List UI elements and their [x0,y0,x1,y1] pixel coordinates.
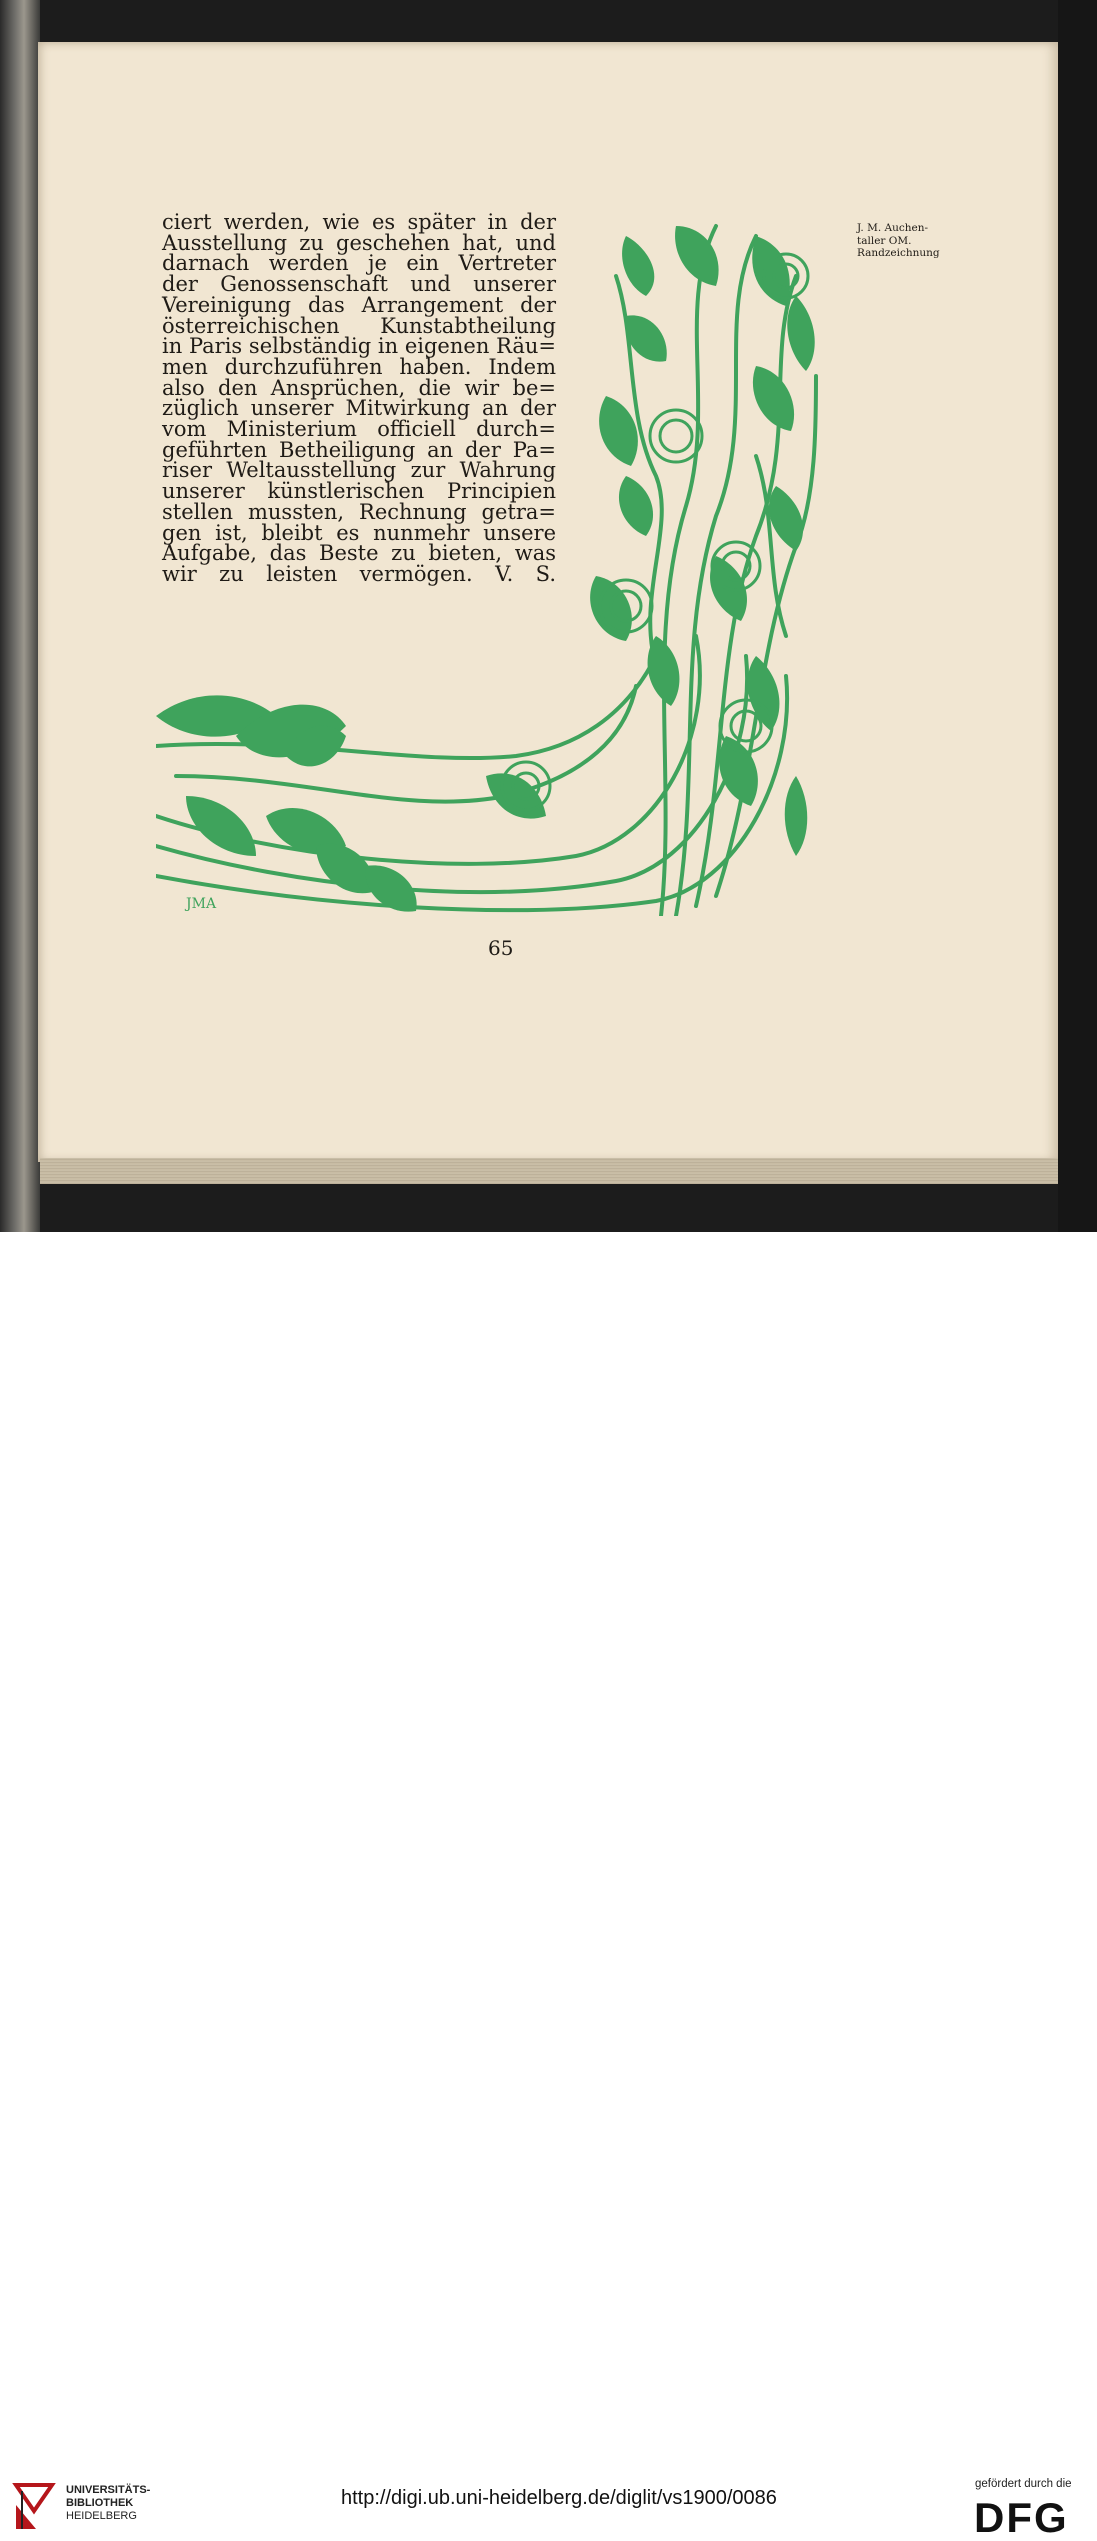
body-text-line: geführten Betheiligung an der Pa= [162,437,556,462]
body-text-line: also den Ansprüchen, die wir be= [162,375,556,400]
permalink-url[interactable]: http://digi.ub.uni-heidelberg.de/diglit/vs1900/0086 [341,2487,777,2509]
body-text-line: wir zu leisten vermögen. V. S. [162,561,556,586]
illustration-caption [857,222,967,260]
body-text-line: Vereinigung das Arrangement der [162,292,556,317]
body-text-line: gen ist, bleibt es nunmehr unsere [162,520,556,545]
body-text-line: darnach werden je ein Vertreter [162,251,556,276]
library-name-line: HEIDELBERG [66,2510,137,2522]
body-text-line: men durchzuführen haben. Indem [162,354,556,379]
library-name [66,2484,150,2523]
library-name-line: UNIVERSITÄTS- [66,2484,151,2496]
university-library-logo[interactable] [12,2481,58,2533]
body-text-line: unserer künstlerischen Principien [162,479,556,504]
funding-note: gefördert durch die [975,2478,1072,2490]
scan-area [0,0,1097,1232]
body-text-line: stellen mussten, Rechnung getra= [162,499,556,524]
body-text-line: vom Ministerium officiell durch= [162,417,556,442]
floral-border-ornament [156,216,836,916]
page-number: 65 [488,936,514,960]
viewer-footer [0,1232,1097,2541]
caption-line: J. M. Auchen- [857,222,929,234]
body-text-line: züglich unserer Mitwirkung an der [162,396,556,421]
caption-line: Randzeichnung [857,247,940,259]
body-text-line: Aufgabe, das Beste zu bieten, was [162,541,556,566]
caption-line: taller OM. [857,234,912,247]
body-text-line: österreichischen Kunstabtheilung [162,313,556,338]
book-cover-board [1058,0,1097,1232]
body-text-line: riser Weltausstellung zur Wahrung [162,458,556,483]
dfg-logo[interactable]: DFG [974,2494,1069,2541]
body-text-line: Ausstellung zu geschehen hat, und [162,230,556,255]
body-text-line: ciert werden, wie es später in der [162,210,556,234]
artist-monogram: JMA [186,896,217,912]
book-spine-edge [0,0,40,1232]
page-stack-edge [40,1158,1060,1184]
library-name-line: BIBLIOTHEK [66,2497,134,2509]
body-text-line: der Genossenschaft und unserer [162,272,556,297]
body-text-line: in Paris selbständig in eigenen Räu= [162,334,556,359]
